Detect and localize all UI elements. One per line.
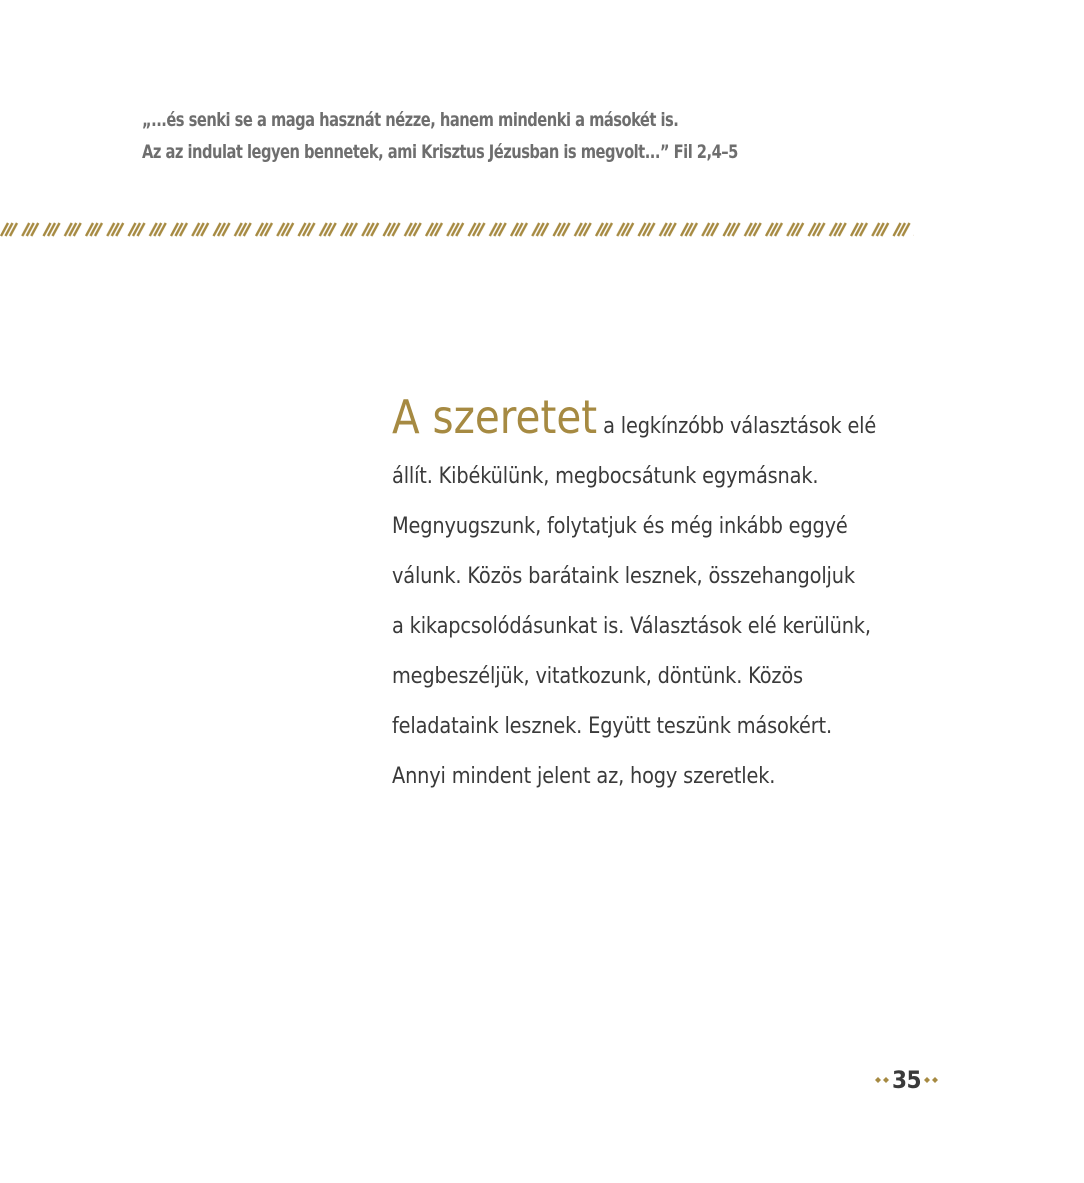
quote-line-1: „...és senki se a maga hasznát nézze, hanem mindenki a másokét is.	[142, 109, 679, 131]
page-number: 35	[892, 1066, 922, 1094]
page-number-block	[874, 1066, 939, 1094]
paragraph-line: feladataink lesznek. Együtt teszünk másokért.	[392, 714, 832, 739]
paragraph-line: a kikapcsolódásunkat is. Választások elé kerülünk,	[392, 614, 871, 639]
quote-line-2: Az az indulat legyen bennetek, ami Krisztus Jézusban is megvolt...” Fil 2,4–5	[142, 141, 738, 163]
paragraph-line: állít. Kibékülünk, megbocsátunk egymásnak.	[392, 464, 819, 489]
paragraph-line-1-rest: a legkínzóbb választások elé	[597, 414, 877, 439]
lead-phrase: A szeretet	[392, 390, 598, 444]
bible-quote	[142, 104, 847, 168]
ornamental-divider	[0, 220, 914, 238]
paragraph-line: Megnyugszunk, folytatjuk és még inkább eggyé	[392, 514, 848, 539]
page-ornament-right-icon	[923, 1075, 939, 1085]
paragraph-line: Annyi mindent jelent az, hogy szeretlek.	[392, 764, 776, 789]
paragraph-line-first	[392, 392, 885, 452]
main-paragraph	[392, 392, 885, 802]
paragraph-line: megbeszéljük, vitatkozunk, döntünk. Közös	[392, 664, 803, 689]
page-ornament-left-icon	[874, 1075, 890, 1085]
paragraph-line: válunk. Közös barátaink lesznek, összehangoljuk	[392, 564, 855, 589]
